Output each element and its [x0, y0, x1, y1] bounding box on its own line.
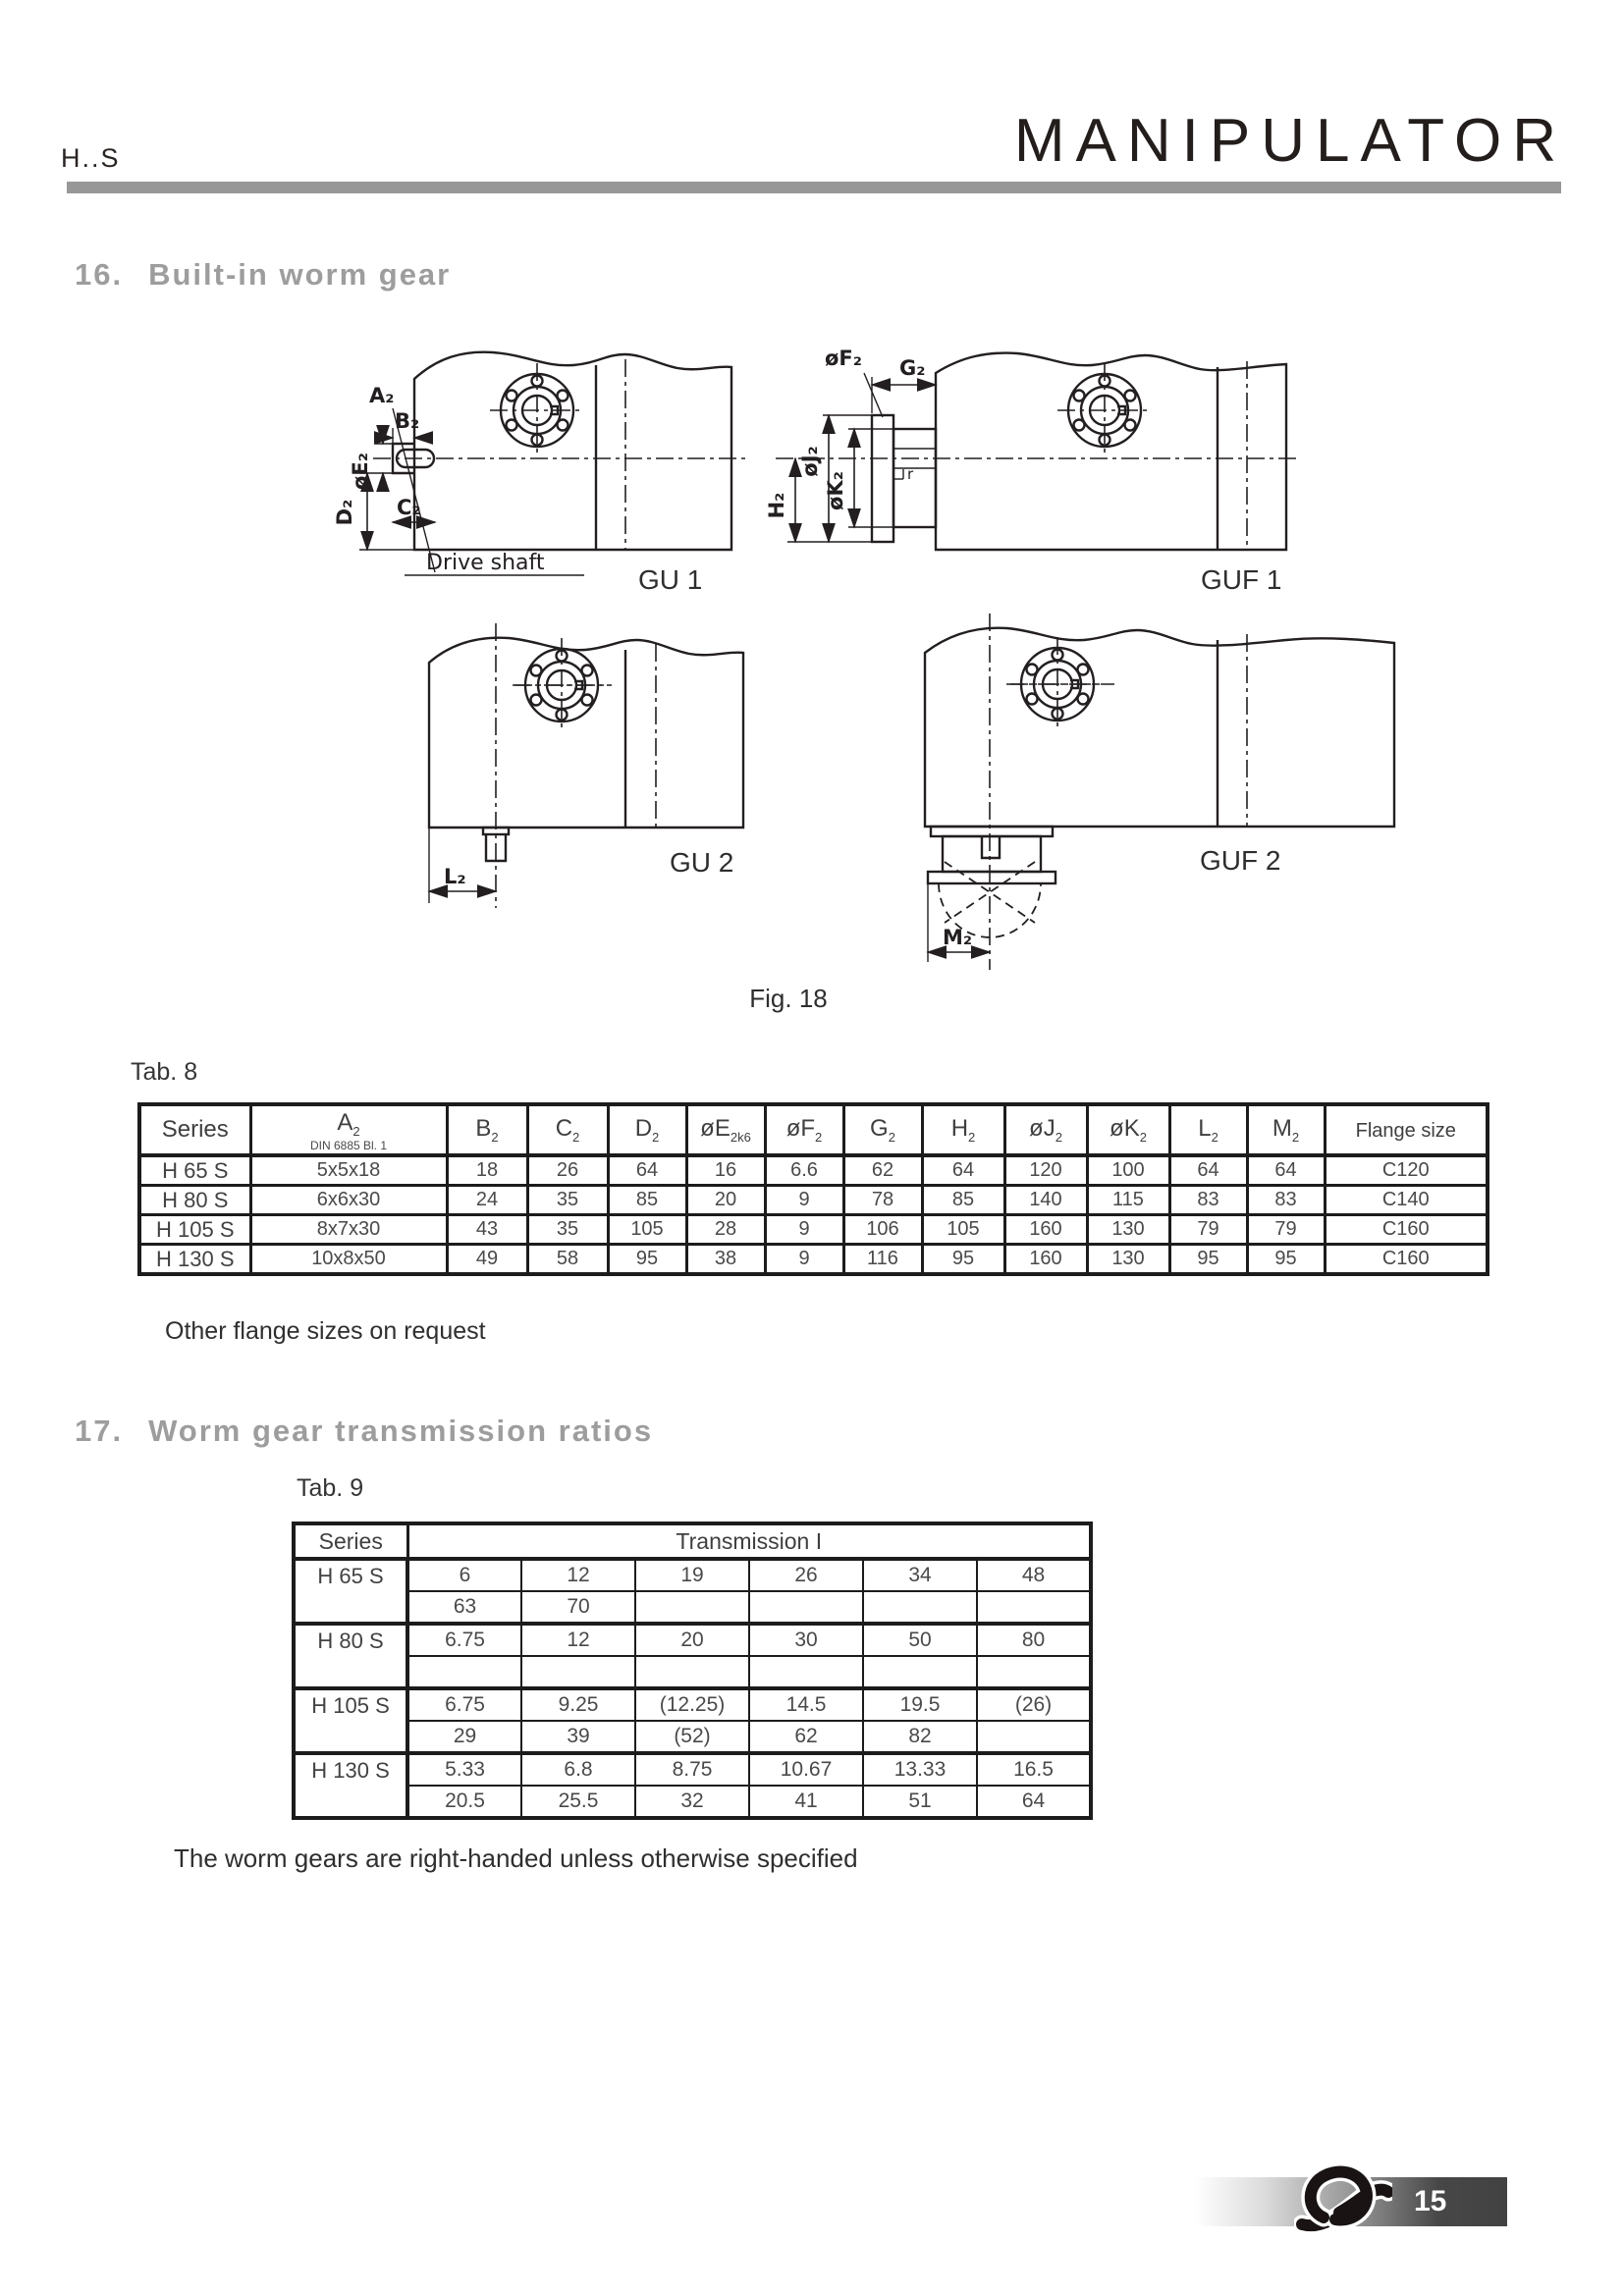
value-cell: 26	[749, 1559, 863, 1591]
a2-din-note: DIN 6885 Bl. 1	[309, 1138, 388, 1152]
value-cell: 6.75	[407, 1688, 521, 1721]
value-cell	[521, 1656, 635, 1688]
dim-label-j2: øJ₂	[798, 446, 822, 477]
table-row	[294, 1656, 1091, 1688]
page-number: 15	[1414, 2185, 1447, 2217]
value-cell: 116	[843, 1245, 922, 1275]
drive-shaft-label: Drive shaft	[426, 551, 545, 575]
value-cell: (26)	[977, 1688, 1091, 1721]
value-cell	[977, 1656, 1091, 1688]
value-cell: 8x7x30	[250, 1215, 447, 1245]
table-row	[294, 1559, 1091, 1591]
col-header-c2: $C_2$	[527, 1104, 608, 1155]
value-cell	[863, 1591, 977, 1624]
value-cell: 85	[608, 1186, 686, 1215]
value-cell	[863, 1656, 977, 1688]
value-cell: 95	[922, 1245, 1004, 1275]
value-cell: 64	[1169, 1155, 1247, 1186]
table-row	[294, 1786, 1091, 1818]
value-cell: 6	[407, 1559, 521, 1591]
value-cell: 95	[1247, 1245, 1325, 1275]
value-cell: 78	[843, 1186, 922, 1215]
value-cell: 64	[922, 1155, 1004, 1186]
series-cell: H 65 S	[139, 1155, 250, 1186]
figure-caption: Fig. 18	[749, 984, 828, 1013]
value-cell: 83	[1169, 1186, 1247, 1215]
section-16-number: 16.	[75, 257, 124, 292]
caption-guf1: GUF 1	[1201, 564, 1282, 595]
value-cell: 16.5	[977, 1753, 1091, 1786]
table-row	[139, 1215, 1488, 1245]
value-cell: 28	[686, 1215, 765, 1245]
dim-label-d2: D₂	[333, 499, 356, 526]
value-cell	[635, 1591, 749, 1624]
value-cell: 26	[527, 1155, 608, 1186]
col-header-g2: $G_2$	[843, 1104, 922, 1155]
value-cell: 105	[608, 1215, 686, 1245]
value-cell: 95	[608, 1245, 686, 1275]
tab9-body	[294, 1559, 1091, 1818]
value-cell: 32	[635, 1786, 749, 1818]
col-header-flange-size: Flange size	[1325, 1104, 1488, 1155]
series-cell: H 80 S	[139, 1186, 250, 1215]
caption-gu1: GU 1	[638, 564, 703, 595]
value-cell: 20	[686, 1186, 765, 1215]
value-cell: 38	[686, 1245, 765, 1275]
dim-label-m2: M₂	[943, 926, 973, 949]
value-cell: 80	[977, 1624, 1091, 1656]
tab8-note: Other flange sizes on request	[165, 1317, 486, 1345]
value-cell: 10.67	[749, 1753, 863, 1786]
value-cell: 25.5	[521, 1786, 635, 1818]
col-header-j2: $øJ_2$	[1004, 1104, 1087, 1155]
series-cell: H 130 S	[294, 1753, 407, 1818]
value-cell: 20.5	[407, 1786, 521, 1818]
value-cell: 35	[527, 1215, 608, 1245]
tab8-header-row	[139, 1104, 1488, 1155]
header-brand: MANIPULATOR	[1013, 107, 1567, 175]
value-cell: 14.5	[749, 1688, 863, 1721]
dim-label-g2: G₂	[899, 356, 926, 380]
header-rule	[67, 182, 1561, 193]
value-cell: 62	[843, 1155, 922, 1186]
value-cell: 85	[922, 1186, 1004, 1215]
dim-label-a2: A₂	[369, 384, 395, 407]
col-header-d2: $D_2$	[608, 1104, 686, 1155]
value-cell: 58	[527, 1245, 608, 1275]
value-cell: 35	[527, 1186, 608, 1215]
drawing-gu2	[429, 623, 743, 908]
value-cell: 64	[608, 1155, 686, 1186]
value-cell: 16	[686, 1155, 765, 1186]
value-cell: 39	[521, 1721, 635, 1753]
tab9-table	[292, 1522, 1093, 1820]
value-cell: 50	[863, 1624, 977, 1656]
value-cell: 30	[749, 1624, 863, 1656]
value-cell: 64	[977, 1786, 1091, 1818]
value-cell: 64	[1247, 1155, 1325, 1186]
series-cell: H 105 S	[294, 1688, 407, 1753]
value-cell: 5x5x18	[250, 1155, 447, 1186]
value-cell: 63	[407, 1591, 521, 1624]
value-cell: 106	[843, 1215, 922, 1245]
section-17-number: 17.	[75, 1414, 124, 1448]
tab8-table	[137, 1102, 1489, 1276]
dim-label-c2: C₂	[397, 496, 421, 519]
dim-label-k2: øK₂	[824, 471, 847, 510]
value-cell: 19.5	[863, 1688, 977, 1721]
value-cell	[749, 1656, 863, 1688]
value-cell: 5.33	[407, 1753, 521, 1786]
drawing-gu1	[333, 352, 748, 595]
series-cell: H 80 S	[294, 1624, 407, 1688]
value-cell: 34	[863, 1559, 977, 1591]
value-cell: 51	[863, 1786, 977, 1818]
section-16-text: Built-in worm gear	[148, 257, 452, 292]
value-cell: 115	[1087, 1186, 1169, 1215]
col-header-k2: $øK_2$	[1087, 1104, 1169, 1155]
col-header-f2: $øF_2$	[765, 1104, 843, 1155]
value-cell: 120	[1004, 1155, 1087, 1186]
value-cell: 12	[521, 1559, 635, 1591]
caption-gu2: GU 2	[670, 847, 734, 878]
table-row	[294, 1624, 1091, 1656]
value-cell: (12.25)	[635, 1688, 749, 1721]
section-17-title	[75, 1414, 653, 1449]
value-cell: 8.75	[635, 1753, 749, 1786]
value-cell: C140	[1325, 1186, 1488, 1215]
value-cell: 24	[447, 1186, 527, 1215]
value-cell	[749, 1591, 863, 1624]
value-cell: 18	[447, 1155, 527, 1186]
value-cell: 12	[521, 1624, 635, 1656]
col-header-b2: $B_2$	[447, 1104, 527, 1155]
value-cell: 49	[447, 1245, 527, 1275]
drawing-guf2	[925, 614, 1394, 970]
value-cell: 160	[1004, 1215, 1087, 1245]
series-cell: H 65 S	[294, 1559, 407, 1624]
brand-logo-icon	[1294, 2156, 1392, 2234]
value-cell: 70	[521, 1591, 635, 1624]
caption-guf2: GUF 2	[1200, 845, 1281, 876]
tab8-label: Tab. 8	[131, 1058, 198, 1086]
series-cell: H 105 S	[139, 1215, 250, 1245]
dim-label-r: r	[907, 465, 914, 483]
dim-label-h2: H₂	[765, 492, 788, 519]
value-cell: 6.75	[407, 1624, 521, 1656]
value-cell: C160	[1325, 1215, 1488, 1245]
value-cell: C160	[1325, 1245, 1488, 1275]
col-header-m2: $M_2$	[1247, 1104, 1325, 1155]
value-cell	[635, 1656, 749, 1688]
dim-label-e2: øE₂	[349, 453, 372, 490]
dim-label-b2: B₂	[395, 409, 420, 433]
tab9-label: Tab. 9	[297, 1474, 364, 1502]
value-cell: 29	[407, 1721, 521, 1753]
value-cell: 9	[765, 1186, 843, 1215]
table-row	[294, 1591, 1091, 1624]
value-cell: 130	[1087, 1245, 1169, 1275]
col-header-series9: Series	[294, 1523, 407, 1559]
tab9-header-row	[294, 1523, 1091, 1559]
table-row	[294, 1688, 1091, 1721]
value-cell: 10x8x50	[250, 1245, 447, 1275]
value-cell	[407, 1656, 521, 1688]
tab9-note: The worm gears are right-handed unless otherwise specified	[174, 1843, 858, 1873]
value-cell: 13.33	[863, 1753, 977, 1786]
value-cell: 48	[977, 1559, 1091, 1591]
value-cell: 100	[1087, 1155, 1169, 1186]
value-cell: 130	[1087, 1215, 1169, 1245]
value-cell: 6.8	[521, 1753, 635, 1786]
series-cell: H 130 S	[139, 1245, 250, 1275]
col-header-l2: $L_2$	[1169, 1104, 1247, 1155]
col-header-transmission: Transmission I	[407, 1523, 1091, 1559]
value-cell: 9	[765, 1215, 843, 1245]
dim-label-l2: L₂	[444, 865, 466, 888]
value-cell	[977, 1591, 1091, 1624]
table-row	[139, 1245, 1488, 1275]
value-cell: 9.25	[521, 1688, 635, 1721]
value-cell: 6x6x30	[250, 1186, 447, 1215]
value-cell: 41	[749, 1786, 863, 1818]
value-cell	[977, 1721, 1091, 1753]
table-row	[294, 1721, 1091, 1753]
value-cell: 9	[765, 1245, 843, 1275]
table-row	[139, 1186, 1488, 1215]
value-cell: (52)	[635, 1721, 749, 1753]
tab8-body	[139, 1155, 1488, 1274]
figure-18-drawings	[147, 324, 1434, 1011]
value-cell: 95	[1169, 1245, 1247, 1275]
value-cell: 62	[749, 1721, 863, 1753]
value-cell: 160	[1004, 1245, 1087, 1275]
value-cell: 6.6	[765, 1155, 843, 1186]
value-cell: C120	[1325, 1155, 1488, 1186]
value-cell: 43	[447, 1215, 527, 1245]
section-16-title	[75, 257, 451, 293]
value-cell: 79	[1169, 1215, 1247, 1245]
value-cell: 20	[635, 1624, 749, 1656]
section-17-text: Worm gear transmission ratios	[148, 1414, 654, 1448]
col-header-e2: $øE_{2k6}$	[686, 1104, 765, 1155]
col-header-h2: $H_2$	[922, 1104, 1004, 1155]
col-header-series: Series	[139, 1104, 250, 1155]
value-cell: 79	[1247, 1215, 1325, 1245]
drawing-guf1	[765, 347, 1296, 595]
value-cell: 83	[1247, 1186, 1325, 1215]
value-cell: 19	[635, 1559, 749, 1591]
col-header-a2: $A_2$ DIN 6885 Bl. 1	[250, 1104, 447, 1155]
value-cell: 82	[863, 1721, 977, 1753]
value-cell: 140	[1004, 1186, 1087, 1215]
header-model: H..S	[61, 143, 121, 173]
table-row	[139, 1155, 1488, 1186]
dim-label-f2: øF₂	[825, 347, 862, 370]
table-row	[294, 1753, 1091, 1786]
value-cell: 105	[922, 1215, 1004, 1245]
